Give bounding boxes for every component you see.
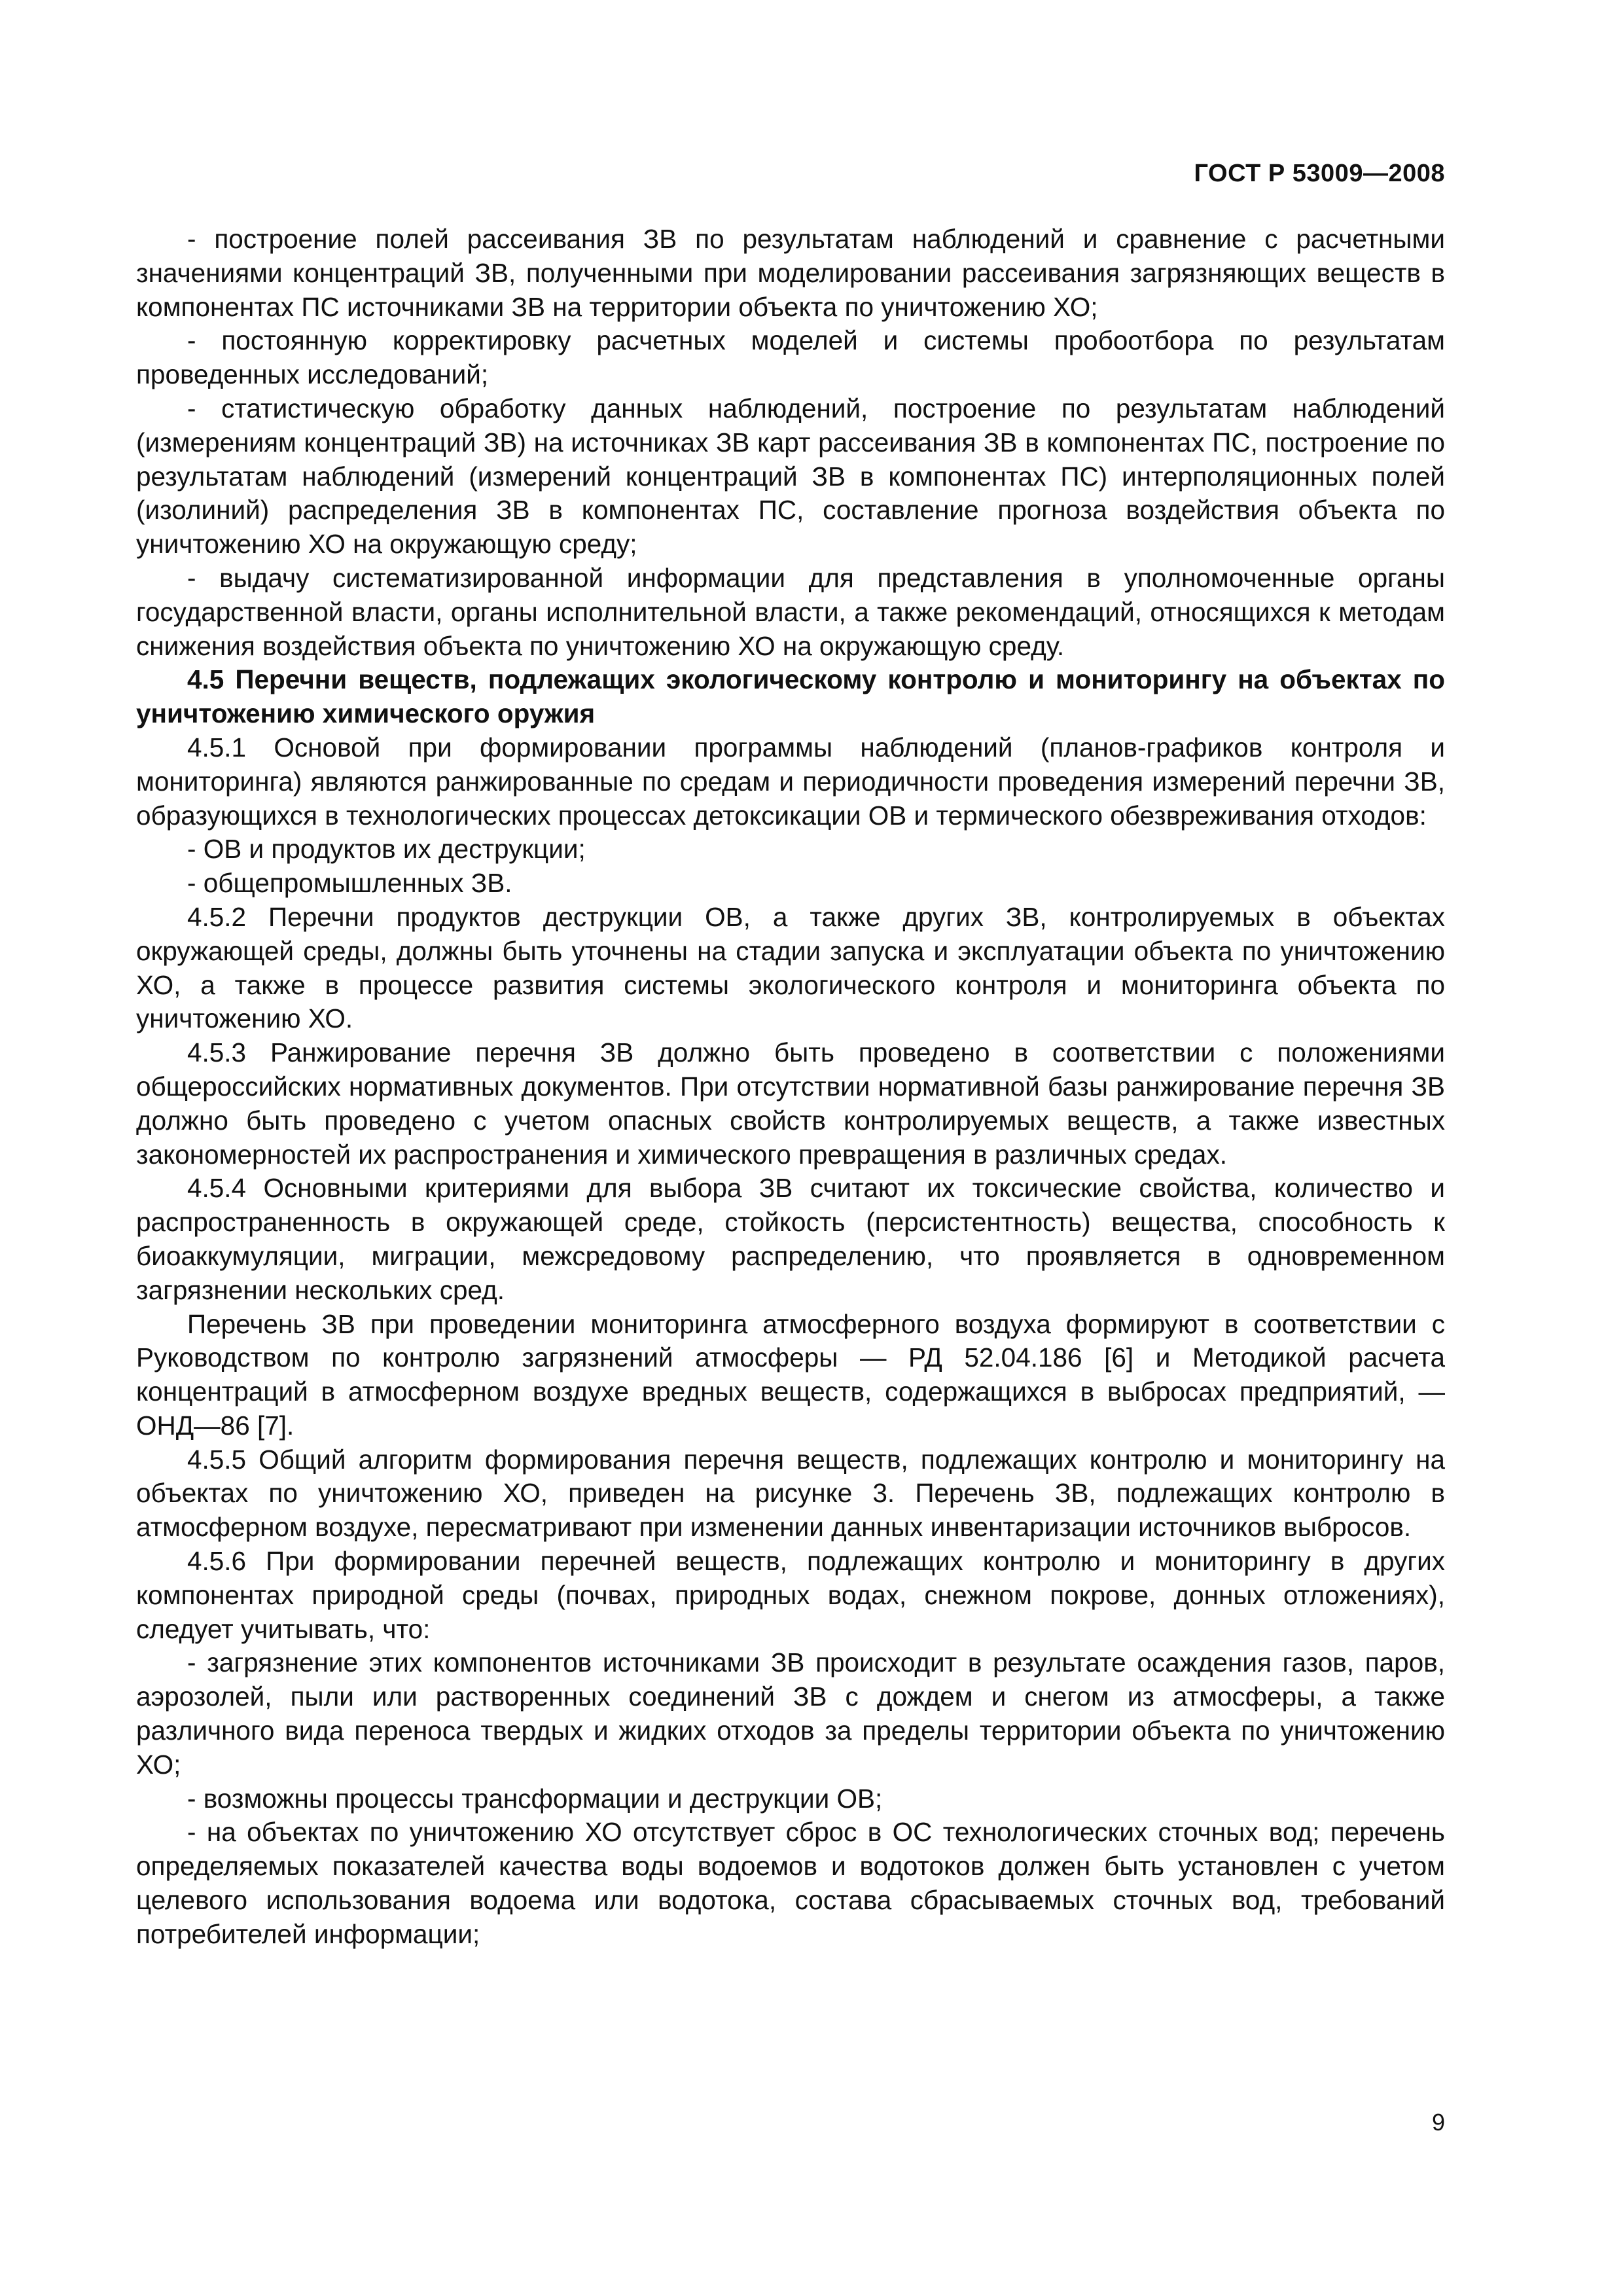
clause-4-5-3: 4.5.3 Ранжирование перечня ЗВ должно быть проведено в соответствии с положениями общероссийских нормативных документов. При отсутствии нормативной базы ранжирование перечня ЗВ должно быть проведено с учетом опасных свойств контролируемых веществ, а также известных закономерностей их распространения и химического превращения в различных средах. [136, 1037, 1445, 1170]
clause-4-5-6: 4.5.6 При формировании перечней веществ, подлежащих контролю и мониторингу в других компонентах природной среды (почвах, природных водах, снежном покрове, донных отложениях), следует учитывать, что: [136, 1546, 1445, 1644]
clause-4-5-5: 4.5.5 Общий алгоритм формирования перечня веществ, подлежащих контролю и мониторингу на объектах по уничтожению ХО, приведен на рисунке 3. Перечень ЗВ, подлежащих контролю в атмосферном воздухе, пересматривают при изменении данных инвентаризации источников выбросов. [136, 1444, 1445, 1543]
list-item-contamination-sources: - загрязнение этих компонентов источниками ЗВ происходит в результате осаждения газов, паров, аэрозолей, пыли или растворенных соединений ЗВ с дождем и снегом из атмосферы, а также различного вида переноса твердых и жидких отходов за пределы территории объекта по уничтожению ХО; [136, 1647, 1445, 1780]
list-item-dispersion-fields: - построение полей рассеивания ЗВ по результатам наблюдений и сравнение с расчетными значениями концентраций ЗВ, полученными при моделировании рассеивания загрязняющих веществ в компонентах ПС источниками ЗВ на территории объекта по уничтожению ХО; [136, 224, 1445, 322]
list-item-information-delivery: - выдачу систематизированной информации для представления в уполномоченные органы государственной власти, органы исполнительной власти, а также рекомендаций, относящихся к методам снижения воздействия объекта по уничтожению ХО на окружающую среду. [136, 562, 1445, 661]
list-item-wastewater-discharge: - на объектах по уничтожению ХО отсутствует сброс в ОС технологических сточных вод; перечень определяемых показателей качества воды водоемов и водотоков должен быть установлен с учетом целевого использования водоема или водотока, состава сбрасываемых сточных вод, требований потребителей информации; [136, 1817, 1445, 1949]
paragraph-air-monitoring-list: Перечень ЗВ при проведении мониторинга атмосферного воздуха формируют в соответствии с Руководством по контролю загрязнений атмосферы — РД 52.04.186 [6] и Методикой расчета концентраций в атмосферном воздухе вредных веществ, содержащихся в выбросах предприятий, — ОНД—86 [7]. [136, 1308, 1445, 1441]
section-heading-4-5: 4.5 Перечни веществ, подлежащих экологическому контролю и мониторингу на объектах по уничтожению химического оружия [136, 664, 1445, 729]
list-item-model-correction: - постоянную корректировку расчетных моделей и системы пробоотбора по результатам проведенных исследований; [136, 325, 1445, 390]
list-item-industrial-pollutants: - общепромышленных ЗВ. [187, 868, 512, 899]
list-item-transformation-processes: - возможны процессы трансформации и деструкции ОВ; [187, 1783, 883, 1814]
list-item-statistical-processing: - статистическую обработку данных наблюдений, построение по результатам наблюдений (измерениям концентраций ЗВ) на источниках ЗВ карт рассеивания ЗВ в компонентах ПС, построение по результатам наблюдений (измерений концентраций ЗВ в компонентах ПС) интерполяционных полей (изолиний) распределения ЗВ в компонентах ПС, составление прогноза воздействия объекта по уничтожению ХО на окружающую среду; [136, 393, 1445, 560]
document-code: ГОСТ Р 53009—2008 [1194, 160, 1445, 187]
clause-4-5-1: 4.5.1 Основой при формировании программы наблюдений (планов-графиков контроля и мониторинга) являются ранжированные по средам и периодичности проведения измерений перечни ЗВ, образующихся в технологических процессах детоксикации ОВ и термического обезвреживания отходов: [136, 732, 1445, 831]
clause-4-5-2: 4.5.2 Перечни продуктов деструкции ОВ, а также других ЗВ, контролируемых в объектах окружающей среды, должны быть уточнены на стадии запуска и эксплуатации объекта по уничтожению ХО, а также в процессе развития системы экологического контроля и мониторинга объекта по уничтожению ХО. [136, 901, 1445, 1034]
clause-4-5-4: 4.5.4 Основными критериями для выбора ЗВ считают их токсические свойства, количество и распространенность в окружающей среде, стойкость (персистентность) вещества, способность к биоаккумуляции, миграции, межсредовому распределению, что проявляется в одновременном загрязнении нескольких сред. [136, 1173, 1445, 1305]
list-item-agents-destruction-products: - ОВ и продуктов их деструкции; [187, 834, 586, 865]
document-body [136, 223, 1445, 1952]
page-number: 9 [1431, 2109, 1445, 2136]
